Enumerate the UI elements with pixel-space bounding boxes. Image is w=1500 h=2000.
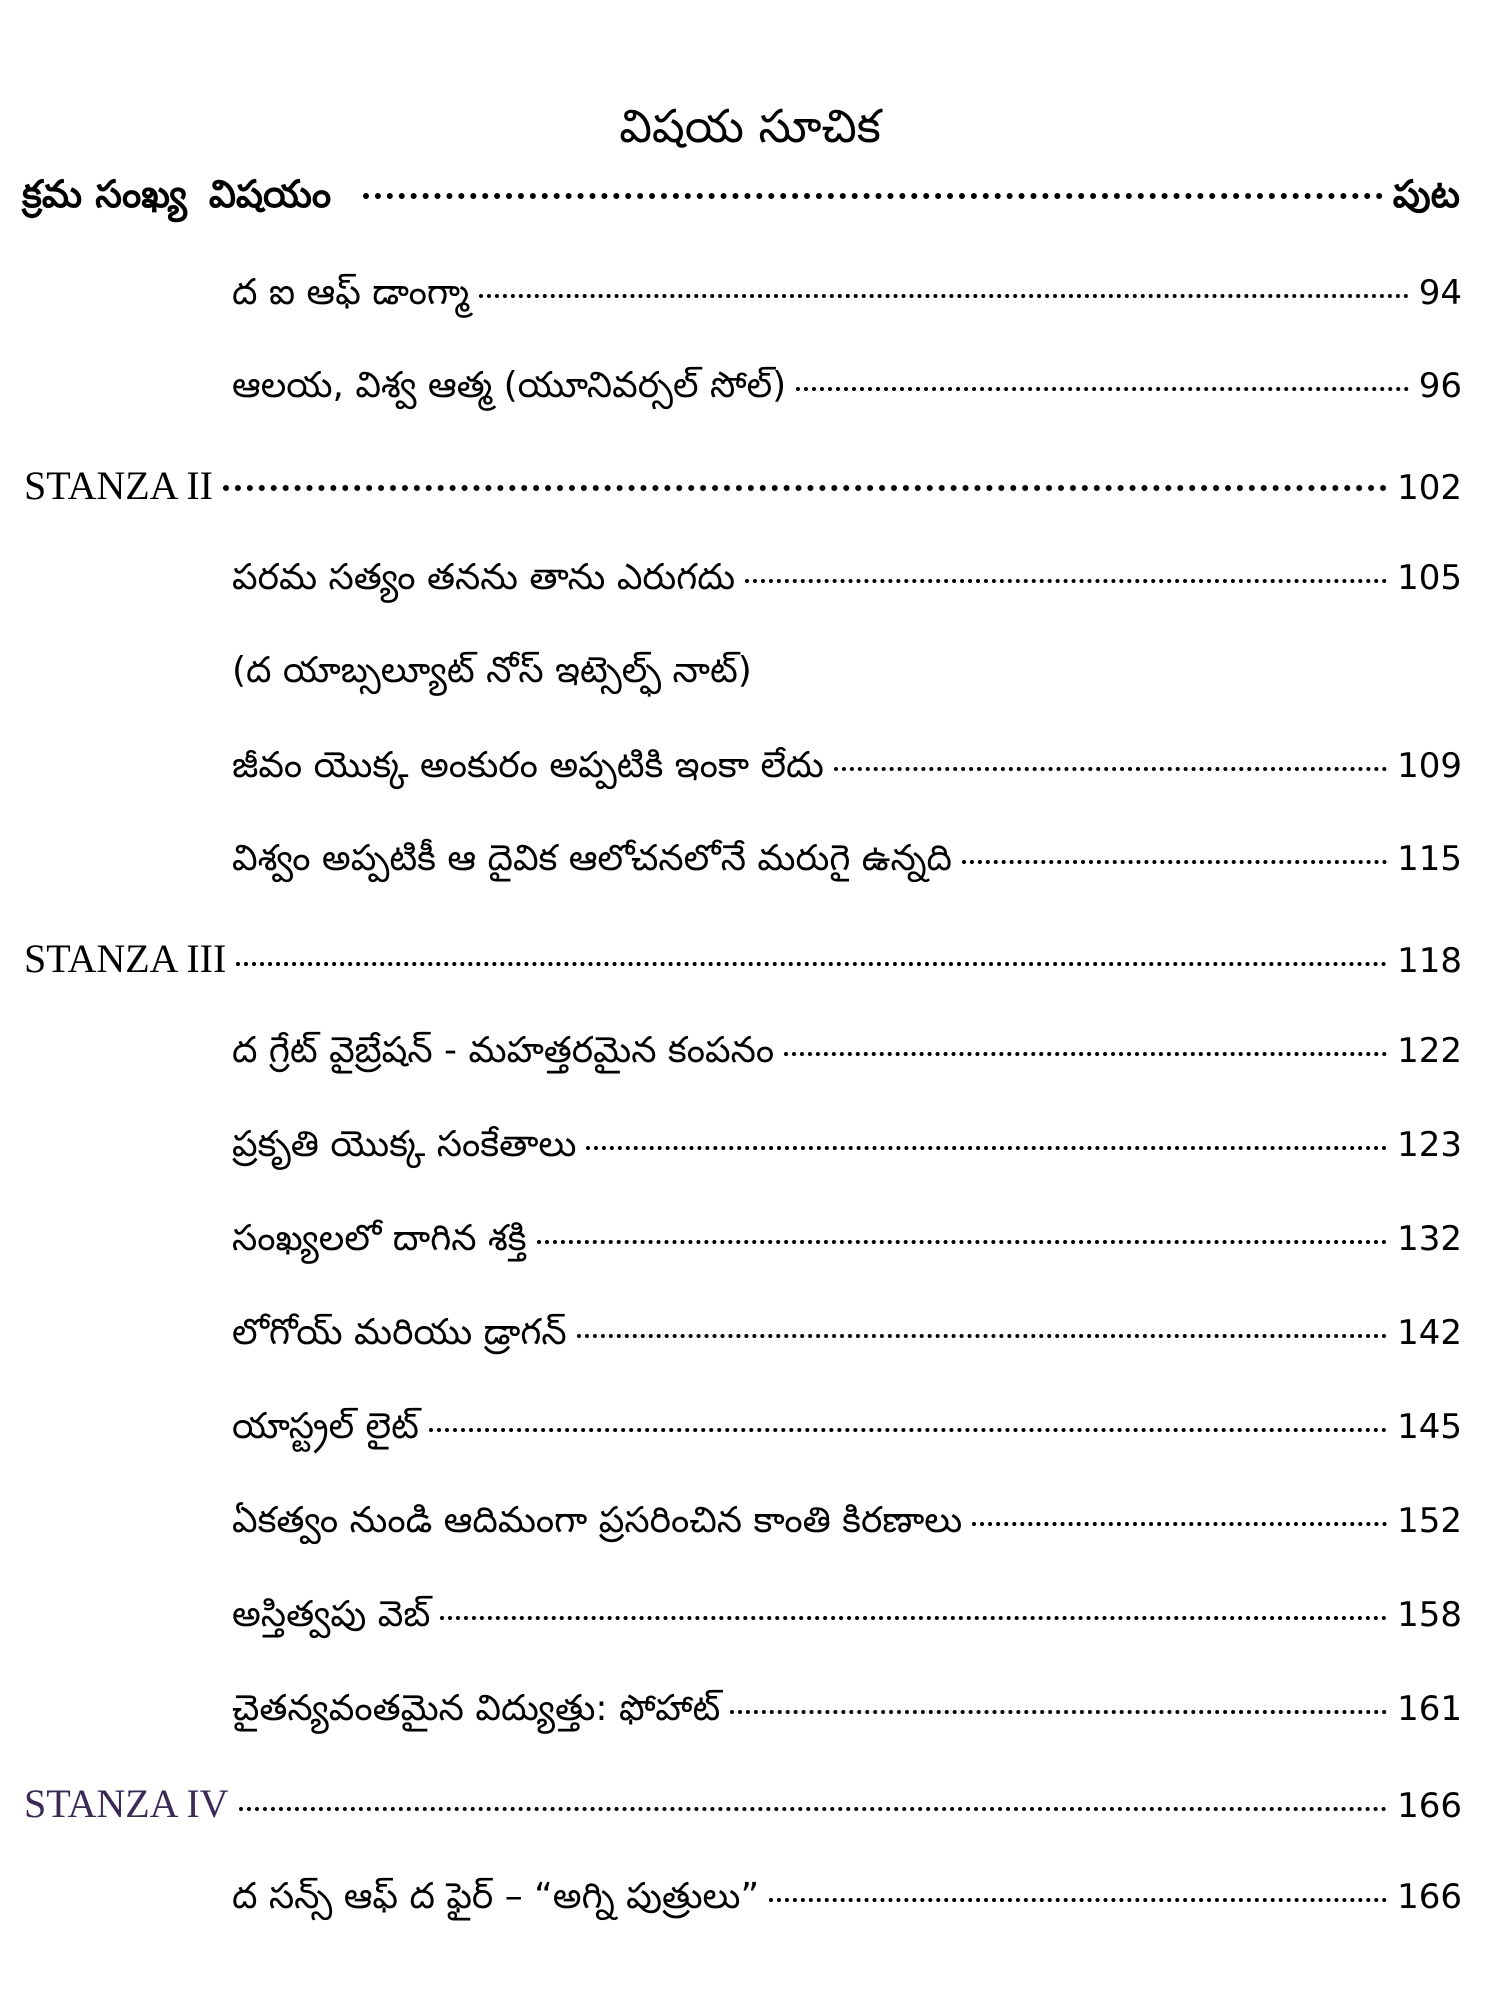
entry-title: లోగోయ్ మరియు డ్రాగన్ bbox=[232, 1312, 567, 1353]
entry-page-number: 109 bbox=[1397, 746, 1462, 786]
section-page-number: 118 bbox=[1397, 941, 1462, 981]
toc-entry[interactable] bbox=[232, 838, 1462, 888]
dot-leader bbox=[834, 767, 1387, 771]
toc-entry[interactable] bbox=[232, 1030, 1462, 1080]
dot-leader bbox=[239, 1807, 1388, 1811]
entry-page-number: 142 bbox=[1397, 1313, 1462, 1353]
entry-title: విశ్వం అప్పటికీ ఆ దైవిక ఆలోచనలోనే మరుగై ఉన్నది bbox=[232, 838, 952, 879]
entry-page-number: 105 bbox=[1397, 558, 1462, 598]
entry-title: సంఖ్యలలో దాగిన శక్తి bbox=[232, 1218, 527, 1259]
toc-entry[interactable] bbox=[232, 1688, 1462, 1738]
toc-entry[interactable] bbox=[232, 557, 1462, 607]
dot-leader bbox=[796, 387, 1409, 391]
entry-page-number: 132 bbox=[1397, 1219, 1462, 1259]
dot-leader bbox=[537, 1240, 1388, 1244]
dot-leader bbox=[745, 579, 1387, 583]
dot-leader bbox=[586, 1146, 1387, 1150]
entry-page-number: 123 bbox=[1397, 1125, 1462, 1165]
toc-entry[interactable] bbox=[232, 1312, 1462, 1362]
entry-page-number: 161 bbox=[1397, 1689, 1462, 1729]
entry-title: ద ఐ ఆఫ్ డాంగ్మా bbox=[232, 272, 470, 313]
dot-leader bbox=[236, 962, 1387, 966]
section-title: STANZA II bbox=[24, 463, 214, 508]
toc-entry[interactable] bbox=[232, 272, 1462, 322]
toc-entry[interactable] bbox=[232, 1594, 1462, 1644]
entry-page-number: 94 bbox=[1418, 273, 1462, 313]
entry-title: యాస్ట్రల్ లైట్ bbox=[232, 1406, 419, 1447]
dot-leader bbox=[440, 1616, 1387, 1620]
entry-page-number: 145 bbox=[1397, 1407, 1462, 1447]
dot-leader bbox=[730, 1710, 1387, 1714]
entry-title: ప్రకృతి యొక్క సంకేతాలు bbox=[232, 1124, 577, 1165]
dot-leader bbox=[223, 485, 1387, 491]
toc-entry[interactable] bbox=[232, 365, 1462, 415]
dot-leader bbox=[479, 294, 1409, 298]
toc-section-heading[interactable] bbox=[24, 935, 1462, 982]
page-title: విషయ సూచిక bbox=[619, 99, 881, 153]
entry-page-number: 166 bbox=[1397, 1877, 1462, 1917]
entry-title: చైతన్యవంతమైన విద్యుత్తు: ఫోహాట్ bbox=[232, 1688, 721, 1729]
section-page-number: 166 bbox=[1397, 1786, 1462, 1826]
toc-header bbox=[22, 172, 1460, 226]
toc-entry[interactable] bbox=[232, 1500, 1462, 1550]
entry-title: ఏకత్వం నుండి ఆదిమంగా ప్రసరించిన కాంతి కిరణాలు bbox=[232, 1500, 963, 1541]
entry-title: ద గ్రేట్ వైబ్రేషన్ - మహత్తరమైన కంపనం bbox=[232, 1030, 775, 1071]
section-page-number: 102 bbox=[1397, 468, 1462, 508]
entry-page-number: 115 bbox=[1397, 839, 1462, 879]
toc-section-heading[interactable] bbox=[24, 1780, 1462, 1827]
toc-entry[interactable] bbox=[232, 1124, 1462, 1174]
dot-leader bbox=[769, 1898, 1387, 1902]
section-title: STANZA IV bbox=[24, 1781, 229, 1826]
toc-entry[interactable] bbox=[232, 1406, 1462, 1456]
dot-leader bbox=[962, 860, 1387, 864]
dot-leader bbox=[784, 1052, 1387, 1056]
section-title: STANZA III bbox=[24, 936, 227, 981]
entry-title: పరమ సత్యం తనను తాను ఎరుగదు bbox=[232, 557, 736, 598]
page-label: పుట bbox=[1392, 172, 1460, 216]
dot-leader bbox=[363, 193, 1383, 199]
entry-page-number: 96 bbox=[1418, 366, 1462, 406]
dot-leader bbox=[972, 1522, 1387, 1526]
toc-header-labels bbox=[22, 172, 353, 226]
entry-title: ఆలయ, విశ్వ ఆత్మ (యూనివర్సల్ సోల్) bbox=[232, 365, 787, 406]
entry-page-number: 122 bbox=[1397, 1031, 1462, 1071]
dot-leader bbox=[429, 1428, 1387, 1432]
toc-entry[interactable] bbox=[232, 1876, 1462, 1926]
entry-page-number: 158 bbox=[1397, 1595, 1462, 1635]
toc-entry[interactable] bbox=[232, 745, 1462, 795]
entry-title-continuation: (ద యాబ్సల్యూట్ నోస్ ఇట్సెల్ఫ్ నాట్) bbox=[232, 650, 752, 691]
entry-page-number: 152 bbox=[1397, 1501, 1462, 1541]
entry-title: ద సన్స్ ఆఫ్ ద ఫైర్ – “అగ్ని పుత్రులు” bbox=[232, 1876, 760, 1917]
subject-label: విషయం bbox=[208, 172, 332, 216]
dot-leader bbox=[577, 1334, 1387, 1338]
entry-title: అస్తిత్వపు వెబ్ bbox=[232, 1594, 431, 1635]
serial-number-label: క్రమ సంఖ్య bbox=[22, 172, 187, 216]
toc-entry[interactable] bbox=[232, 1218, 1462, 1268]
toc-section-heading[interactable] bbox=[24, 462, 1462, 509]
entry-title: జీవం యొక్క అంకురం అప్పటికి ఇంకా లేదు bbox=[232, 745, 824, 786]
